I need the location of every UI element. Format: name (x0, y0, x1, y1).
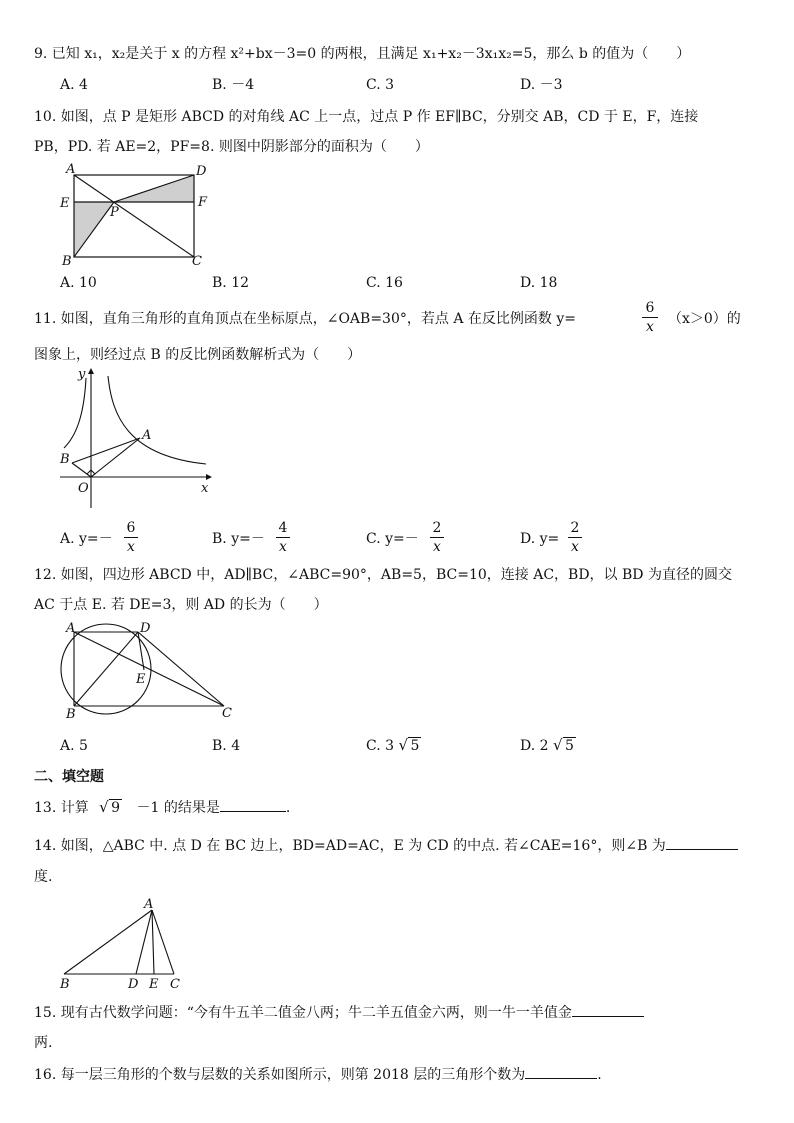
q11-stem-fraction-denominator: x (646, 319, 654, 335)
q12-stem-line2: AC 于点 E. 若 DE=3，则 AD 的长为（ ） (34, 597, 328, 613)
q12-option-d-radicand: 5 (565, 738, 574, 754)
q11-option-b-numerator: 4 (278, 520, 288, 536)
q15-line2: 两. (34, 1035, 53, 1051)
sqrt-icon: √ (99, 798, 109, 816)
sqrt-icon: √ (553, 736, 563, 754)
q15-answer-blank[interactable] (572, 1016, 644, 1017)
q12-option-c-coefficient: C. 3 (366, 738, 395, 754)
q12-option-d-sqrt (553, 737, 576, 755)
q13-prefix: 13. 计算 (34, 800, 89, 816)
q10-label-a: A (66, 162, 76, 177)
q11-label-x: x (201, 481, 209, 496)
q12-option-c-radicand: 5 (410, 738, 420, 754)
q14-label-c: C (170, 977, 180, 992)
q10-option-b: B. 12 (212, 275, 250, 291)
q11-stem-fraction-numerator: 6 (645, 300, 655, 316)
q13-suffix: －1 的结果是 (136, 800, 220, 816)
q13-sqrt (99, 799, 122, 817)
q11-stem-fraction-bar (642, 317, 658, 318)
q14-label-b: B (60, 977, 70, 992)
q11-option-c-prefix: C. y=－ (366, 531, 419, 547)
q12-option-d (520, 737, 576, 755)
q12-label-b: B (66, 707, 76, 722)
q11-option-a-fraction (124, 520, 138, 555)
q11-y-arrow (88, 368, 94, 374)
q12-option-c (366, 737, 421, 755)
q11-stem-line1-b: （x＞0）的 (668, 311, 741, 327)
q11-option-c-numerator: 2 (432, 520, 442, 536)
q11-stem-fraction (642, 300, 658, 335)
q9-stem: 9. 已知 x₁，x₂是关于 x 的方程 x²+bx－3=0 的两根，且满足 x₁+x₂－3x₁x₂=5，那么 b 的值为（ ） (34, 46, 691, 62)
q11-option-b-prefix: B. y=－ (212, 531, 265, 547)
q16-text: 16. 每一层三角形的个数与层数的关系如图所示，则第 2018 层的三角形个数为 (34, 1067, 526, 1083)
q13-line (34, 799, 290, 817)
q10-label-f: F (198, 195, 208, 210)
q11-curve-b (64, 378, 86, 448)
q12-option-c-sqrt (398, 737, 421, 755)
q11-option-d-prefix: D. y= (520, 531, 560, 547)
q10-stem-line2: PB，PD. 若 AE=2，PF=8. 则图中阴影部分的面积为（ ） (34, 139, 429, 155)
section-title-fill-in: 二、填空题 (34, 769, 104, 785)
q11-label-a: A (142, 428, 152, 443)
q12-label-c: C (222, 706, 232, 721)
sqrt-icon: √ (398, 736, 409, 754)
q12-diagonal-ac (74, 632, 224, 706)
q11-x-arrow (206, 474, 212, 480)
q16-end: . (597, 1067, 602, 1083)
q11-stem-line2: 图象上，则经过点 B 的反比例函数解析式为（ ） (34, 347, 362, 363)
q11-stem-line1-a: 11. 如图，直角三角形的直角顶点在坐标原点，∠OAB=30°，若点 A 在反比例函数 y= (34, 311, 576, 327)
q15-line1 (34, 1004, 644, 1022)
q11-line-ab (72, 438, 140, 463)
q9-option-b: B. －4 (212, 77, 255, 93)
q11-option-d-numerator: 2 (570, 520, 580, 536)
q13-radicand: 9 (111, 800, 121, 816)
q13-end: . (285, 800, 291, 816)
q12-diagonal-bd (74, 632, 138, 706)
q12-label-a: A (66, 621, 76, 636)
q10-label-e: E (60, 196, 70, 211)
q12-option-d-coefficient: D. 2 (520, 738, 549, 754)
q14-line1 (34, 837, 738, 855)
q10-option-d: D. 18 (520, 275, 558, 291)
q11-label-b: B (60, 452, 70, 467)
q14-line2: 度. (34, 869, 53, 885)
q10-label-c: C (192, 254, 202, 266)
q12-figure (54, 618, 244, 724)
q11-figure (56, 366, 216, 510)
q11-option-c-bar (430, 537, 444, 538)
q14-answer-blank[interactable] (666, 849, 738, 850)
q10-label-b: B (62, 254, 72, 266)
q15-text: 15. 现有古代数学问题：“今有牛五羊二值金八两；牛二羊五值金六两，则一牛一羊值金 (34, 1005, 572, 1021)
q14-side-ac (152, 910, 174, 974)
q14-label-e: E (149, 977, 159, 992)
q9-option-a: A. 4 (60, 77, 88, 93)
q10-option-a: A. 10 (60, 275, 97, 291)
q14-line-ae (152, 910, 154, 974)
q11-option-b-denominator: x (279, 539, 287, 555)
q11-label-o: O (78, 481, 89, 496)
q11-curve-a (108, 376, 206, 464)
q11-option-d-bar (568, 537, 582, 538)
q16-line1 (34, 1066, 602, 1084)
q14-label-d: D (128, 977, 139, 992)
q11-option-b-bar (276, 537, 290, 538)
q10-option-c: C. 16 (366, 275, 403, 291)
q11-option-a-bar (124, 537, 138, 538)
q11-option-d-denominator: x (571, 539, 579, 555)
q11-option-a-prefix: A. y=－ (60, 531, 113, 547)
q11-option-c-fraction (430, 520, 444, 555)
q12-label-e: E (136, 672, 146, 687)
q11-line-oa (91, 438, 140, 477)
q9-option-c: C. 3 (366, 77, 395, 93)
q12-option-b: B. 4 (212, 738, 241, 754)
q12-option-a: A. 5 (60, 738, 88, 754)
q10-stem-line1: 10. 如图，点 P 是矩形 ABCD 的对角线 AC 上一点，过点 P 作 EF∥BC，分别交 AB，CD 于 E，F，连接 (34, 109, 699, 125)
q10-label-d: D (196, 164, 207, 179)
q12-stem-line1: 12. 如图，四边形 ABCD 中，AD∥BC，∠ABC=90°，AB=5，BC=10，连接 AC，BD，以 BD 为直径的圆交 (34, 567, 732, 583)
q11-option-a-numerator: 6 (126, 520, 136, 536)
q13-answer-blank[interactable] (220, 811, 286, 812)
q11-option-a-denominator: x (127, 539, 135, 555)
q11-option-c-denominator: x (433, 539, 441, 555)
q9-option-d: D. －3 (520, 77, 563, 93)
q11-option-b-fraction (276, 520, 290, 555)
q10-figure (54, 162, 214, 266)
q11-option-d-fraction (568, 520, 582, 555)
q16-answer-blank[interactable] (525, 1078, 597, 1079)
q14-figure (54, 896, 194, 992)
q11-label-y: y (78, 367, 86, 382)
q14-text: 14. 如图，△ABC 中. 点 D 在 BC 边上，BD=AD=AC，E 为 CD 的中点. 若∠CAE=16°，则∠B 为 (34, 838, 666, 854)
q12-label-d: D (140, 621, 151, 636)
q14-label-a: A (144, 897, 154, 912)
q10-label-p: P (110, 205, 119, 220)
q11-line-ob (72, 463, 91, 477)
